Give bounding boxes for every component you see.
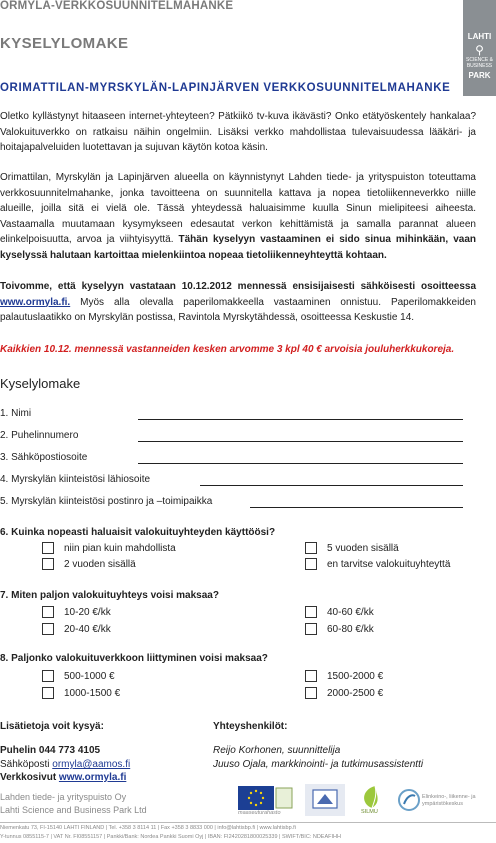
leaf-icon [357, 784, 387, 810]
q7-option-40-60[interactable] [305, 606, 374, 618]
footer-bank: Y-tunnus 0855115-7 | VAT Nr. FI08551157 | Pankki/Bank: Nordea Pankki Suomi Oyj | IBAN: FI2420281800025339 | SWIFT/BIC: NDEAFIHH [0, 834, 341, 840]
intro-paragraph-3 [0, 279, 476, 326]
q6-option-none[interactable] [305, 558, 450, 570]
option-label: niin pian kuin mahdollista [64, 542, 176, 554]
leader-icon [305, 784, 345, 816]
field-phone-label: 2. Puhelinnumero [0, 430, 79, 441]
intro-paragraph-2-text: Orimattilan, Myrskylän ja Lapinjärven alueella on käynnistynyt Lahden tiede- ja yrityspuiston toteuttama verkkosuunnitelmahanke, jonka tavoitteena on suunnitella kattava ja nopea tietoliikenneverkko niille alueille, joilla sitä ei vielä ole. Tässä yhteydessä haluaisimme kuulla Sinun mielipiteesi aiheesta. Vastaamalla muutamaan kysymykseen edesautat verkon kehittämistä ja samalla parannat alueen elinkelpoisuutta, arvoa ja viihtyisyyttä. [0, 172, 476, 245]
paper-form-text: Myös alla olevalla paperilomakkeella vastaaminen onnistuu. Paperilomakkeiden palautuslaatikko on Myrskylän postissa, Ravintola Myrskytähdessä, osoitteessa Keskustie 14. [0, 296, 476, 323]
question-8: 8. Paljonko valokuituverkkoon liittyminen voisi maksaa? [0, 653, 268, 664]
option-label: 500-1000 € [64, 670, 115, 682]
option-label: 1500-2000 € [327, 670, 384, 682]
persons-heading: Yhteyshenkilöt: [213, 721, 288, 732]
option-label: 5 vuoden sisällä [327, 542, 399, 554]
option-label: 1000-1500 € [64, 687, 121, 699]
checkbox[interactable] [305, 687, 317, 699]
option-label: 20-40 €/kk [64, 623, 111, 635]
field-email-label: 3. Sähköpostiosoite [0, 452, 88, 463]
field-name-line[interactable] [138, 419, 463, 420]
logo-line1: LAHTI [467, 32, 492, 41]
raffle-notice: Kaikkien 10.12. mennessä vastanneiden kesken arvomme 3 kpl 40 € arvoisia jouluherkkukoreja. [0, 344, 455, 355]
form-heading: Kyselylomake [0, 376, 81, 391]
q8-option-1000-1500[interactable] [42, 687, 120, 699]
q8-option-1500-2000[interactable] [305, 670, 383, 682]
q6-option-asap[interactable] [42, 542, 176, 554]
document-subtitle: ORIMATTILAN-MYRSKYLÄN-LAPINJÄRVEN VERKKOSUUNNITELMAHANKE [0, 82, 451, 94]
person-2: Juuso Ojala, markkinointi- ja tutkimusassistentti [213, 759, 424, 770]
logo-mark-icon: ⚲ [475, 43, 484, 57]
org-name-fi: Lahden tiede- ja yrityspuisto Oy [0, 792, 127, 802]
web-link[interactable]: www.ormyla.fi [58, 772, 127, 783]
maaseutu-text: maaseuturahasto [238, 810, 281, 816]
checkbox[interactable] [42, 687, 54, 699]
document-title: KYSELYLOMAKE [0, 35, 129, 52]
contact-web [0, 772, 126, 783]
leader-logo [305, 784, 345, 816]
intro-paragraph-2 [0, 170, 476, 263]
silmu-text: SILMU [361, 809, 378, 815]
person-1: Reijo Korhonen, suunnittelija [213, 745, 341, 756]
question-7: 7. Miten paljon valokuituyhteys voisi maksaa? [0, 590, 219, 601]
logo-line4: PARK [468, 71, 491, 80]
field-postal-label: 5. Myrskylän kiinteistösi postinro ja –toimipaikka [0, 496, 213, 507]
q7-option-20-40[interactable] [42, 623, 111, 635]
ely-text-1: Elinkeino-, liikenne- ja [422, 794, 476, 800]
contact-phone: Puhelin 044 773 4105 [0, 745, 101, 756]
q6-option-2y[interactable] [42, 558, 136, 570]
lahti-science-park-logo [463, 0, 496, 96]
option-label: en tarvitse valokuituyhteyttä [327, 558, 451, 570]
eu-maaseuturahasto-logo [238, 786, 294, 816]
intro-paragraph-2-bold: Tähän kyselyyn vastaaminen ei sido sinua mihinkään, vaan kyselyssä halutaan kartoittaa mielenkiintoa nopeaa tietoliikenneyhteyttä kohtaan. [0, 234, 476, 261]
org-name-en: Lahti Science and Business Park Ltd [0, 805, 147, 815]
survey-link[interactable]: www.ormyla.fi. [0, 296, 71, 308]
q8-option-500-1000[interactable] [42, 670, 115, 682]
field-name-label: 1. Nimi [0, 408, 32, 419]
silmu-logo [357, 784, 387, 816]
logo-line2: SCIENCE & [466, 57, 493, 63]
field-address-label: 4. Myrskylän kiinteistösi lähiosoite [0, 474, 151, 485]
footer-address: Niemenkatu 73, FI-15140 LAHTI FINLAND | Tel. +358 3 8114 11 | Fax +358 3 8833 000 | info@lahtisbp.fi | www.lahtisbp.fi [0, 825, 296, 831]
ely-logo [398, 786, 494, 816]
checkbox[interactable] [305, 606, 317, 618]
field-address-line[interactable] [200, 485, 463, 486]
web-label: Verkkosivut [0, 772, 59, 783]
option-label: 60-80 €/kk [327, 623, 374, 635]
checkbox[interactable] [42, 558, 54, 570]
option-label: 10-20 €/kk [64, 606, 111, 618]
field-phone-line[interactable] [138, 441, 463, 442]
checkbox[interactable] [305, 558, 317, 570]
option-label: 2000-2500 € [327, 687, 384, 699]
option-label: 40-60 €/kk [327, 606, 374, 618]
checkbox[interactable] [305, 670, 317, 682]
q6-option-5y[interactable] [305, 542, 399, 554]
intro-paragraph-1: Oletko kyllästynyt hitaaseen internet-yhteyteen? Pätkiikö tv-kuva ikävästi? Onko etätyöskentely hankalaa? Valokuituverkko on ratkaisu näihin ongelmiin. Lisäksi verkko mahdollistaa tulevaisuudessa lääkäri- ja hoitajapalveluiden luotettavan ja sujuvan käytön kotoa käsin. [0, 111, 476, 153]
checkbox[interactable] [42, 623, 54, 635]
ely-text-2: ympäristökeskus [422, 801, 463, 807]
email-link[interactable]: ormyla@aamos.fi [52, 759, 131, 770]
project-name: ORMYLA-VERKKOSUUNNITELMAHANKE [0, 0, 234, 12]
q8-option-2000-2500[interactable] [305, 687, 383, 699]
checkbox[interactable] [42, 670, 54, 682]
q7-option-10-20[interactable] [42, 606, 111, 618]
field-postal-line[interactable] [250, 507, 463, 508]
email-label: Sähköposti [0, 759, 53, 770]
option-label: 2 vuoden sisällä [64, 558, 136, 570]
contact-email [0, 759, 130, 770]
contact-heading: Lisätietoja voit kysyä: [0, 721, 104, 732]
checkbox[interactable] [305, 623, 317, 635]
question-6: 6. Kuinka nopeasti haluaisit valokuituyhteyden käyttöösi? [0, 527, 276, 538]
logo-line3: BUSINESS [466, 63, 493, 69]
checkbox[interactable] [42, 542, 54, 554]
q7-option-60-80[interactable] [305, 623, 374, 635]
ely-emblem-icon [398, 786, 420, 814]
deadline-text: Toivomme, että kyselyyn vastataan 10.12.2012 mennessä ensisijaisesti sähköisesti osoitteessa [0, 281, 476, 292]
checkbox[interactable] [305, 542, 317, 554]
field-email-line[interactable] [138, 463, 463, 464]
footer-divider [0, 822, 496, 823]
checkbox[interactable] [42, 606, 54, 618]
